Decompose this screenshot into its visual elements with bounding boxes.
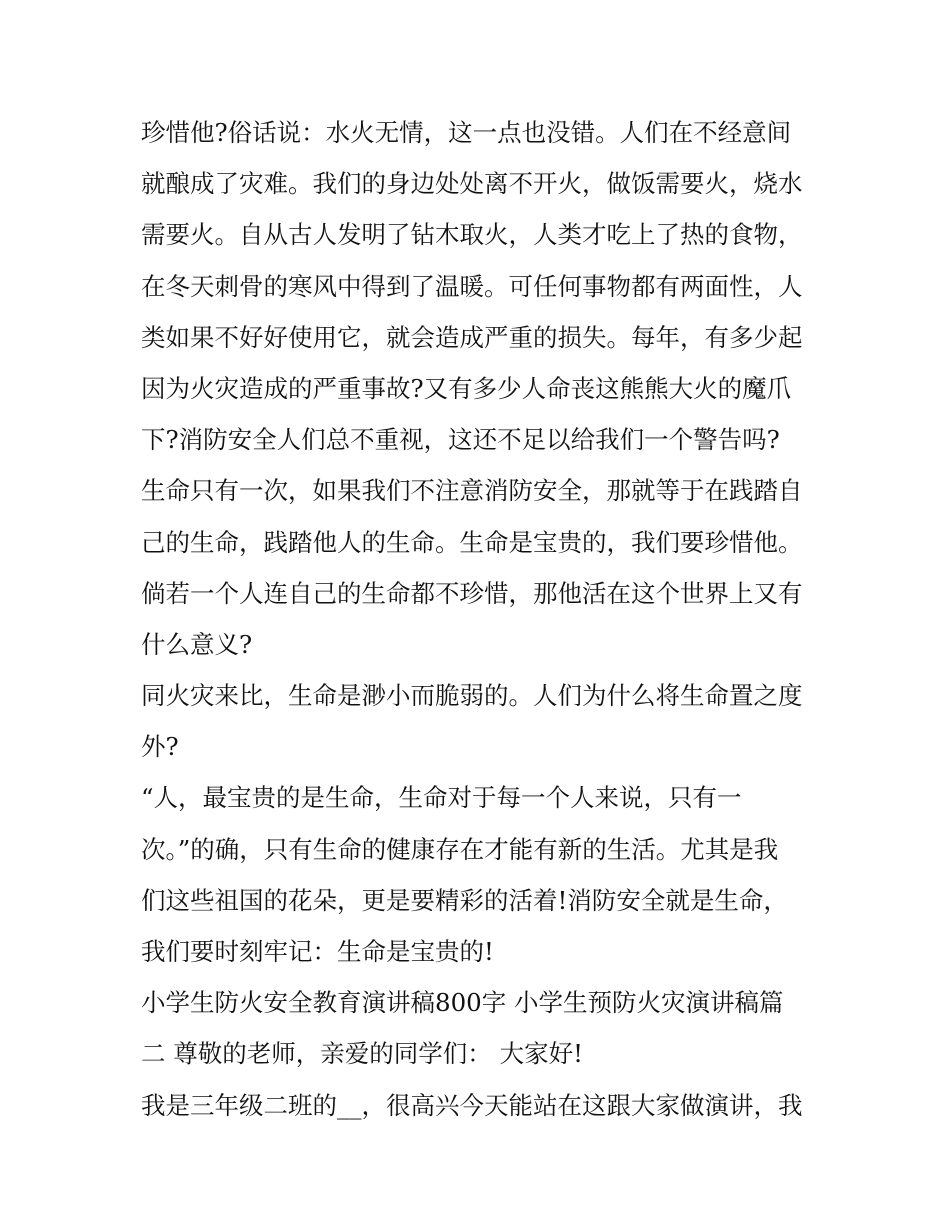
text-line: 同火灾来比，生命是渺小而脆弱的。人们为什么将生命置之度 xyxy=(141,681,803,711)
text-line: “人，最宝贵的是生命，生命对于每一个人来说，只有一 xyxy=(141,783,742,813)
text-line: 什么意义? xyxy=(141,629,253,659)
text-line: 类如果不好好使用它，就会造成严重的损失。每年，有多少起 xyxy=(141,322,803,352)
text-line: 在冬天刺骨的寒风中得到了温暖。可任何事物都有两面性，人 xyxy=(141,271,803,301)
text-line: 就酿成了灾难。我们的身边处处离不开火，做饭需要火，烧水 xyxy=(141,169,803,199)
text-line: 我们要时刻牢记：生命是宝贵的! xyxy=(141,937,494,966)
text-line: 因为火灾造成的严重事故?又有多少人命丧这熊熊大火的魔爪 xyxy=(141,373,792,403)
greeting-line: 二 尊敬的老师，亲爱的同学们： 大家好! xyxy=(141,1039,583,1069)
text-line: 生命只有一次，如果我们不注意消防安全，那就等于在践踏自 xyxy=(141,476,803,506)
text-line: 倘若一个人连自己的生命都不珍惜，那他活在这个世界上又有 xyxy=(141,578,803,608)
text-line: 己的生命，践踏他人的生命。生命是宝贵的，我们要珍惜他。 xyxy=(141,527,803,557)
text-line: 外? xyxy=(141,732,179,762)
text-line: 次。”的确，只有生命的健康存在才能有新的生活。尤其是我 xyxy=(141,834,779,864)
text-line: 需要火。自从古人发明了钻木取火，人类才吃上了热的食物， xyxy=(141,220,803,250)
document-body xyxy=(141,107,821,1131)
text-line: 我是三年级二班的__，很高兴今天能站在这跟大家做演讲，我 xyxy=(141,1090,803,1120)
text-line: 下?消防安全人们总不重视，这还不足以给我们一个警告吗? xyxy=(141,425,780,455)
section-heading-line: 小学生防火安全教育演讲稿800字 小学生预防火灾演讲稿篇 xyxy=(141,988,784,1018)
text-line: 们这些祖国的花朵，更是要精彩的活着!消防安全就是生命， xyxy=(141,885,788,915)
text-line: 珍惜他?俗话说：水火无情，这一点也没错。人们在不经意间 xyxy=(141,118,792,147)
